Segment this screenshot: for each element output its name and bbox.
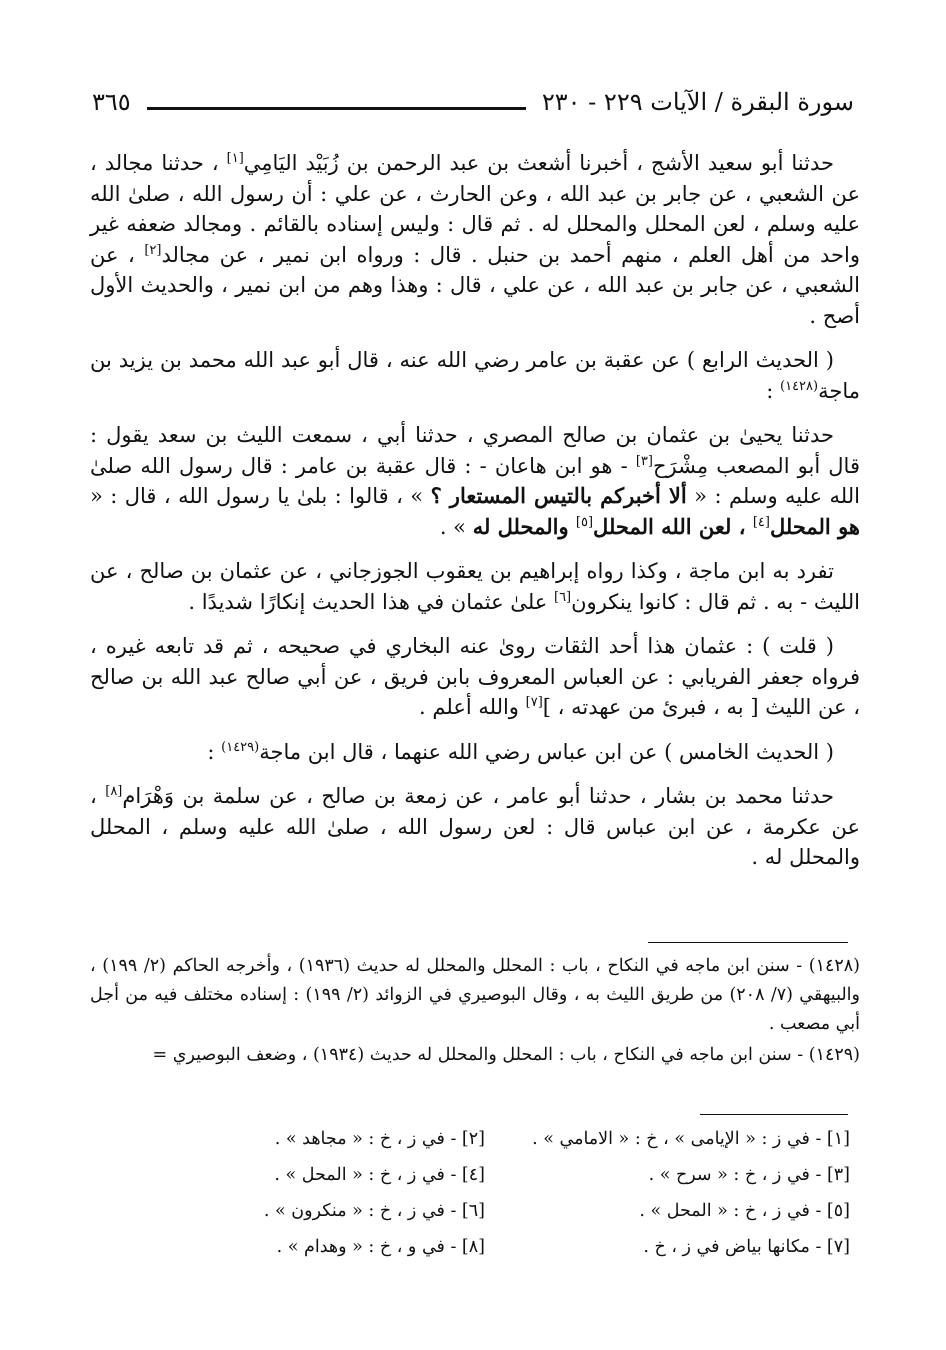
header-rule [147, 107, 526, 110]
variant-note: [٧] - مكانها بياض في ز ، خ . [643, 1237, 850, 1257]
variant-note: [٦] - في ز ، خ : « منكرون » . [263, 1201, 485, 1221]
variant-note: [٣] - في ز ، خ : « سرح » . [648, 1165, 850, 1185]
variant-note: [٤] - في ز ، خ : « المحل » . [274, 1165, 485, 1185]
footnote-1429: (١٤٢٩) - سنن ابن ماجه في النكاح ، باب : المحلل والمحلل له حديث (١٩٣٤) ، وضعف البوصيري = [152, 1045, 860, 1065]
paragraph-hadith-5-text: حدثنا محمد بن بشار ، حدثنا أبو عامر ، عن زمعة بن صالح ، عن سلمة بن وَهْرَام[٨] ، عن عكرمة ، عن ابن عباس قال : لعن رسول الله ، صلىٰ الله عليه وسلم ، المحلل والمحلل له . [90, 784, 860, 869]
page-header [92, 84, 854, 120]
variant-note: [١] - في ز : « الإيامى » ، خ : « الامامي » . [532, 1129, 850, 1149]
hadith-quote: هو المحلل [769, 513, 860, 539]
page-number: ٣٦٥ [92, 88, 131, 116]
main-text [90, 148, 860, 887]
running-title: سورة البقرة / الآيات ٢٢٩ - ٢٣٠ [541, 88, 854, 116]
footnote-1428: (١٤٢٨) - سنن ابن ماجه في النكاح ، باب : المحلل والمحلل له حديث (١٩٣٦) ، وأخرجه الحاكم (٢/ ١٩٩) ، والبيهقي (٧/ ٢٠٨) من طريق الليث به ، وقال البوصيري في الزوائد (٢/ ١٩٩) : إسناده مختلف فيه من أجل أبي مصعب . [90, 956, 860, 1034]
footnotes-divider [648, 942, 848, 943]
variant-ref: [٨] [105, 784, 123, 799]
hadith-quote: ألا أخبركم بالتيس المستعار ؟ [430, 483, 687, 508]
variant-note: [٨] - في و ، خ : « وهدام » . [276, 1237, 485, 1257]
paragraph-hadith-5-heading: ( الحديث الخامس ) عن ابن عباس رضي الله عنهما ، قال ابن ماجة$^{(١٤٢٩)}$ : [207, 739, 834, 764]
variant-note: [٢] - في ز ، خ : « مجاهد » . [274, 1129, 485, 1149]
variant-ref: [٧] [525, 695, 543, 710]
paragraph-hadith-4-text: حدثنا يحيىٰ بن عثمان بن صالح المصري ، حدثنا أبي ، سمعت الليث بن سعد يقول : قال أبو المصعب مِشْرَح[٣] - هو ابن هاعان - : قال عقبة بن عامر : قال رسول الله صلىٰ الله عليه وسلم : « ألا أخبركم بالتيس المستعار ؟ » ، قالوا : بلىٰ يا رسول الله ، قال : « هو المحلل[٤] ، لعن الله المحلل[٥] والمحلل له » . [90, 423, 860, 539]
variant-ref: [٦] [553, 589, 572, 605]
variant-ref: [٥] [575, 514, 594, 530]
paragraph-hadith-4-heading: ( الحديث الرابع ) عن عقبة بن عامر رضي الله عنه ، قال أبو عبد الله محمد بن يزيد بن ماجة$^{(١٤٢٨)}$ : [90, 348, 860, 403]
variant-note: [٥] - في ز ، خ : « المحل » . [639, 1201, 850, 1221]
variant-ref: [٤] [752, 514, 770, 530]
hadith-quote: والمحلل له [472, 513, 576, 539]
variant-ref: [١] [226, 151, 244, 166]
variant-ref: [٢] [144, 242, 162, 258]
paragraph-isnad-ali: حدثنا أبو سعيد الأشج ، أخبرنا أشعث بن عبد الرحمن بن زُبَيْد اليَامِي[١] ، حدثنا مجالد ، عن الشعبي ، عن جابر بن عبد الله ، وعن الحارث ، عن علي : أن رسول الله ، صلىٰ الله عليه وسلم ، لعن المحلل والمحلل له . ثم قال : وليس إسناده بالقائم . ومجالد ضعفه غير واحد من أهل العلم ، منهم أحمد بن حنبل . قال : ورواه ابن نمير ، عن مجالد[٢] ، عن الشعبي ، عن جابر بن عبد الله ، عن علي ، قال : وهذا وهم من ابن نمير ، والحديث الأول أصح . [90, 151, 860, 328]
paragraph-author-note: ( قلت ) : عثمان هذا أحد الثقات روىٰ عنه البخاري في صحيحه ، ثم قد تابعه غيره ، فرواه جعفر الفريابي : عن العباس المعروف بابن فريق ، عن أبي صالح عبد الله بن صالح ، عن الليث [ به ، فبرئ من عهدته ، ][٧] والله أعلم . [90, 634, 860, 719]
hadith-quote: ، لعن الله المحلل [593, 513, 753, 539]
variants-divider [700, 1114, 848, 1115]
variant-ref: [٣] [635, 453, 653, 469]
paragraph-commentary: تفرد به ابن ماجة ، وكذا رواه إبراهيم بن يعقوب الجوزجاني ، عن عثمان بن صالح ، عن الليث - به . ثم قال : كانوا ينكرون[٦] علىٰ عثمان في هذا الحديث إنكارًا شديدًا . [90, 559, 860, 614]
manuscript-variants [160, 1124, 850, 1262]
footnote-ref: (١٤٢٨) [780, 378, 819, 394]
footnote-ref: (١٤٢٩) [221, 739, 260, 755]
footnotes [90, 952, 860, 1072]
